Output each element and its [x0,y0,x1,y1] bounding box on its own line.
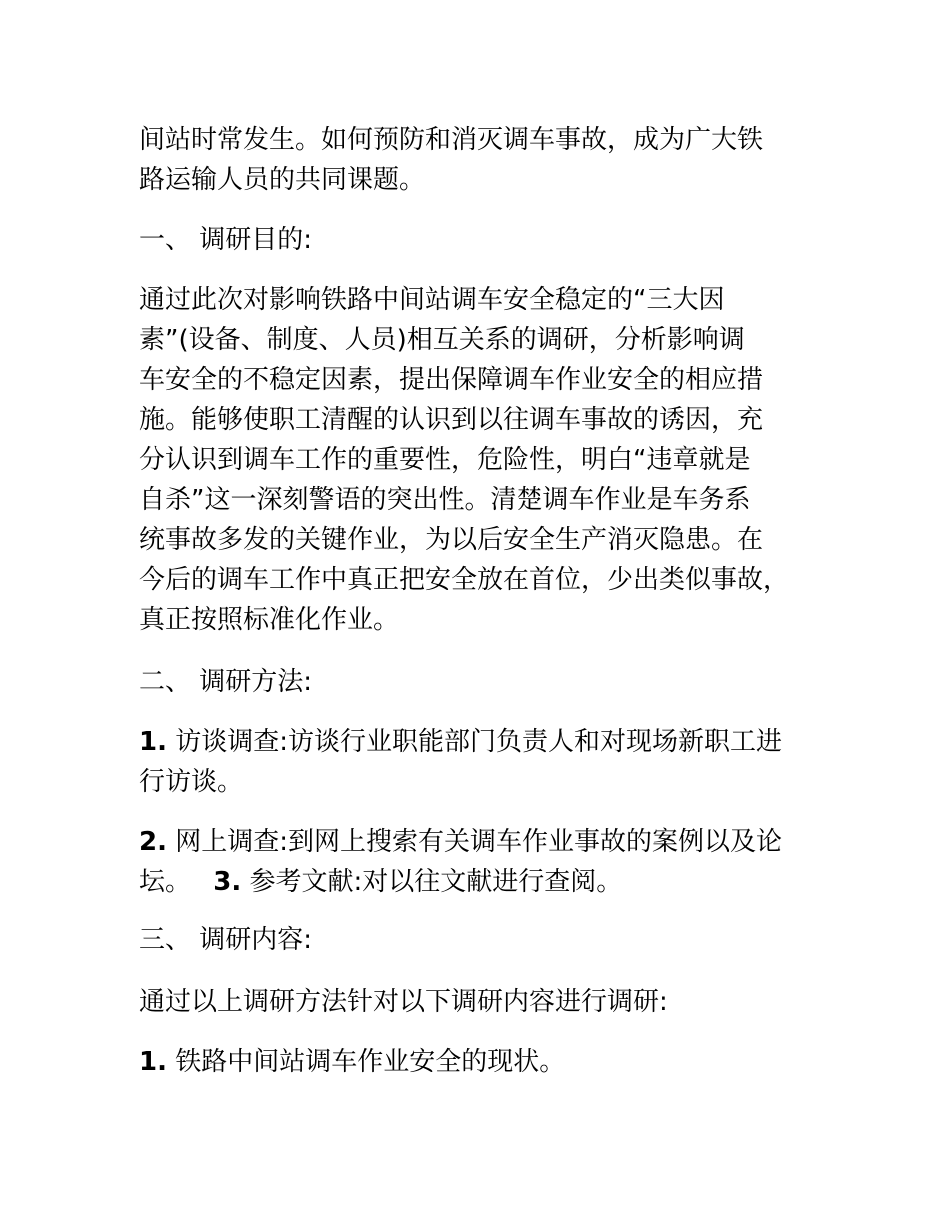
method-item-online [139,822,782,862]
content-intro: 通过以上调研方法针对以下调研内容进行调研: [139,987,668,1017]
section-heading-methods: 二、 调研方法: [139,667,313,697]
list-number: 1. [139,727,167,757]
method-item-text: 网上调查:到网上搜索有关调车作业事故的案例以及论 [175,827,782,857]
method-item-continuation [139,862,622,902]
purpose-line: 施。能够使职工清醒的认识到以往调车事故的诱因，充 [139,405,764,435]
content-item-status [139,1042,565,1082]
purpose-line: 真正按照标准化作业。 [139,605,400,635]
purpose-line: 通过此次对影响铁路中间站调车安全稳定的“三大因 [139,285,725,315]
intro-line-1: 间站时常发生。如何预防和消灭调车事故，成为广大铁 [139,125,764,155]
list-number: 2. [139,827,167,857]
method-item-text: 参考文献:对以往文献进行查阅。 [249,867,623,897]
list-number: 3. [213,867,242,897]
purpose-line: 今后的调车工作中真正把安全放在首位，少出类似事故， [139,565,790,595]
content-item-text: 铁路中间站调车作业安全的现状。 [175,1047,566,1077]
intro-line-2: 路运输人员的共同课题。 [139,165,426,195]
purpose-line: 素”(设备、制度、人员)相互关系的调研，分析影响调 [139,325,745,355]
method-item-interview [139,722,782,762]
section-heading-purpose: 一、 调研目的: [139,225,313,255]
list-number: 1. [139,1047,167,1077]
purpose-line: 统事故多发的关键作业，为以后安全生产消灭隐患。在 [139,525,764,555]
purpose-line: 自杀”这一深刻警语的突出性。清楚调车作业是车务系 [139,485,751,515]
purpose-line: 车安全的不稳定因素，提出保障调车作业安全的相应措 [139,365,764,395]
method-item-continuation: 行访谈。 [139,767,244,797]
section-heading-content: 三、 调研内容: [139,925,313,955]
method-item-text: 坛。 [139,867,192,897]
purpose-line: 分认识到调车工作的重要性，危险性，明白“违章就是 [139,445,751,475]
method-item-text: 访谈调查:访谈行业职能部门负责人和对现场新职工进 [175,727,782,757]
